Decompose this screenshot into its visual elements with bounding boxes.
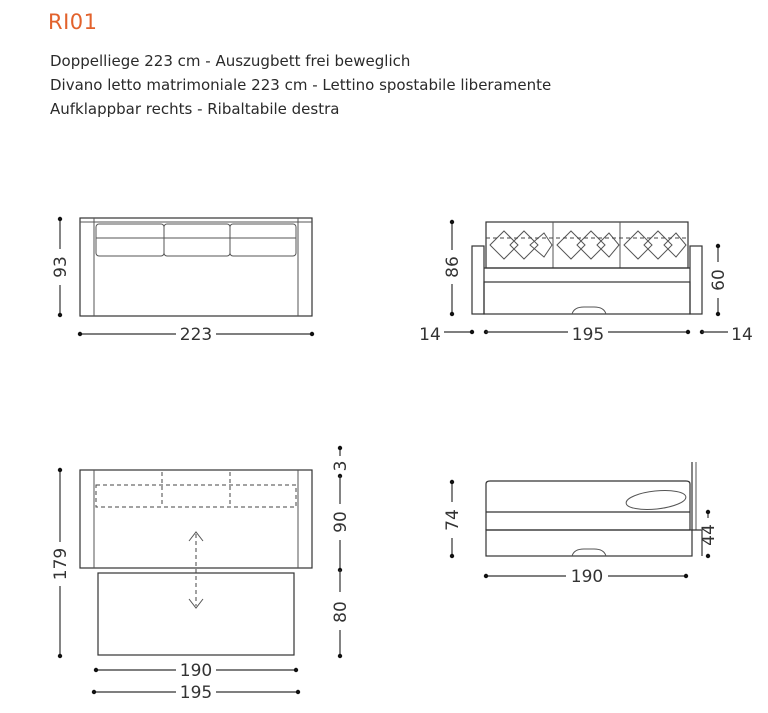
dim-bed-length-190: 190	[179, 661, 213, 681]
front-view	[419, 220, 753, 345]
cushion-1	[96, 224, 164, 256]
dim-height-74: 74	[443, 509, 463, 531]
description-line-it: Divano letto matrimoniale 223 cm - Lettino spostabile liberamente	[50, 76, 552, 94]
cushion-2	[164, 224, 230, 256]
dim-bed-height-44: 44	[699, 524, 719, 546]
dim-side-left-14: 14	[419, 325, 441, 345]
model-title: RI01	[48, 10, 98, 34]
dim-seat-depth-90: 90	[331, 511, 351, 533]
dim-width-223: 223	[179, 325, 213, 345]
dim-total-length-179: 179	[51, 547, 71, 581]
dim-side-right-14: 14	[731, 325, 753, 345]
description-line-opening: Aufklappbar rechts - Ribaltabile destra	[50, 100, 340, 118]
dim-height-86: 86	[443, 256, 463, 278]
top-view-open	[51, 446, 351, 703]
right-armrest	[690, 246, 702, 314]
pullout-bed	[484, 282, 690, 314]
backrest	[486, 222, 688, 268]
dim-seat-height-60: 60	[709, 269, 729, 291]
dim-length-190: 190	[570, 567, 604, 587]
dim-depth-93: 93	[51, 256, 71, 278]
top-view-closed	[51, 217, 314, 345]
pillow	[625, 488, 687, 512]
side-view	[443, 462, 719, 587]
pullout-bed-side	[486, 530, 692, 556]
description-line-de: Doppelliege 223 cm - Auszugbett frei beweglich	[50, 52, 411, 70]
tufting-pattern	[490, 231, 686, 259]
left-armrest	[472, 246, 484, 314]
cushion-3	[230, 224, 296, 256]
dim-outer-length-195: 195	[179, 683, 213, 703]
dim-inner-width-195: 195	[571, 325, 605, 345]
top-view-outline	[80, 218, 312, 316]
dim-offset-3: 3	[331, 460, 351, 472]
cushions-dashed	[96, 485, 296, 507]
seat-profile	[486, 481, 690, 530]
dim-bed-depth-80: 80	[331, 601, 351, 623]
